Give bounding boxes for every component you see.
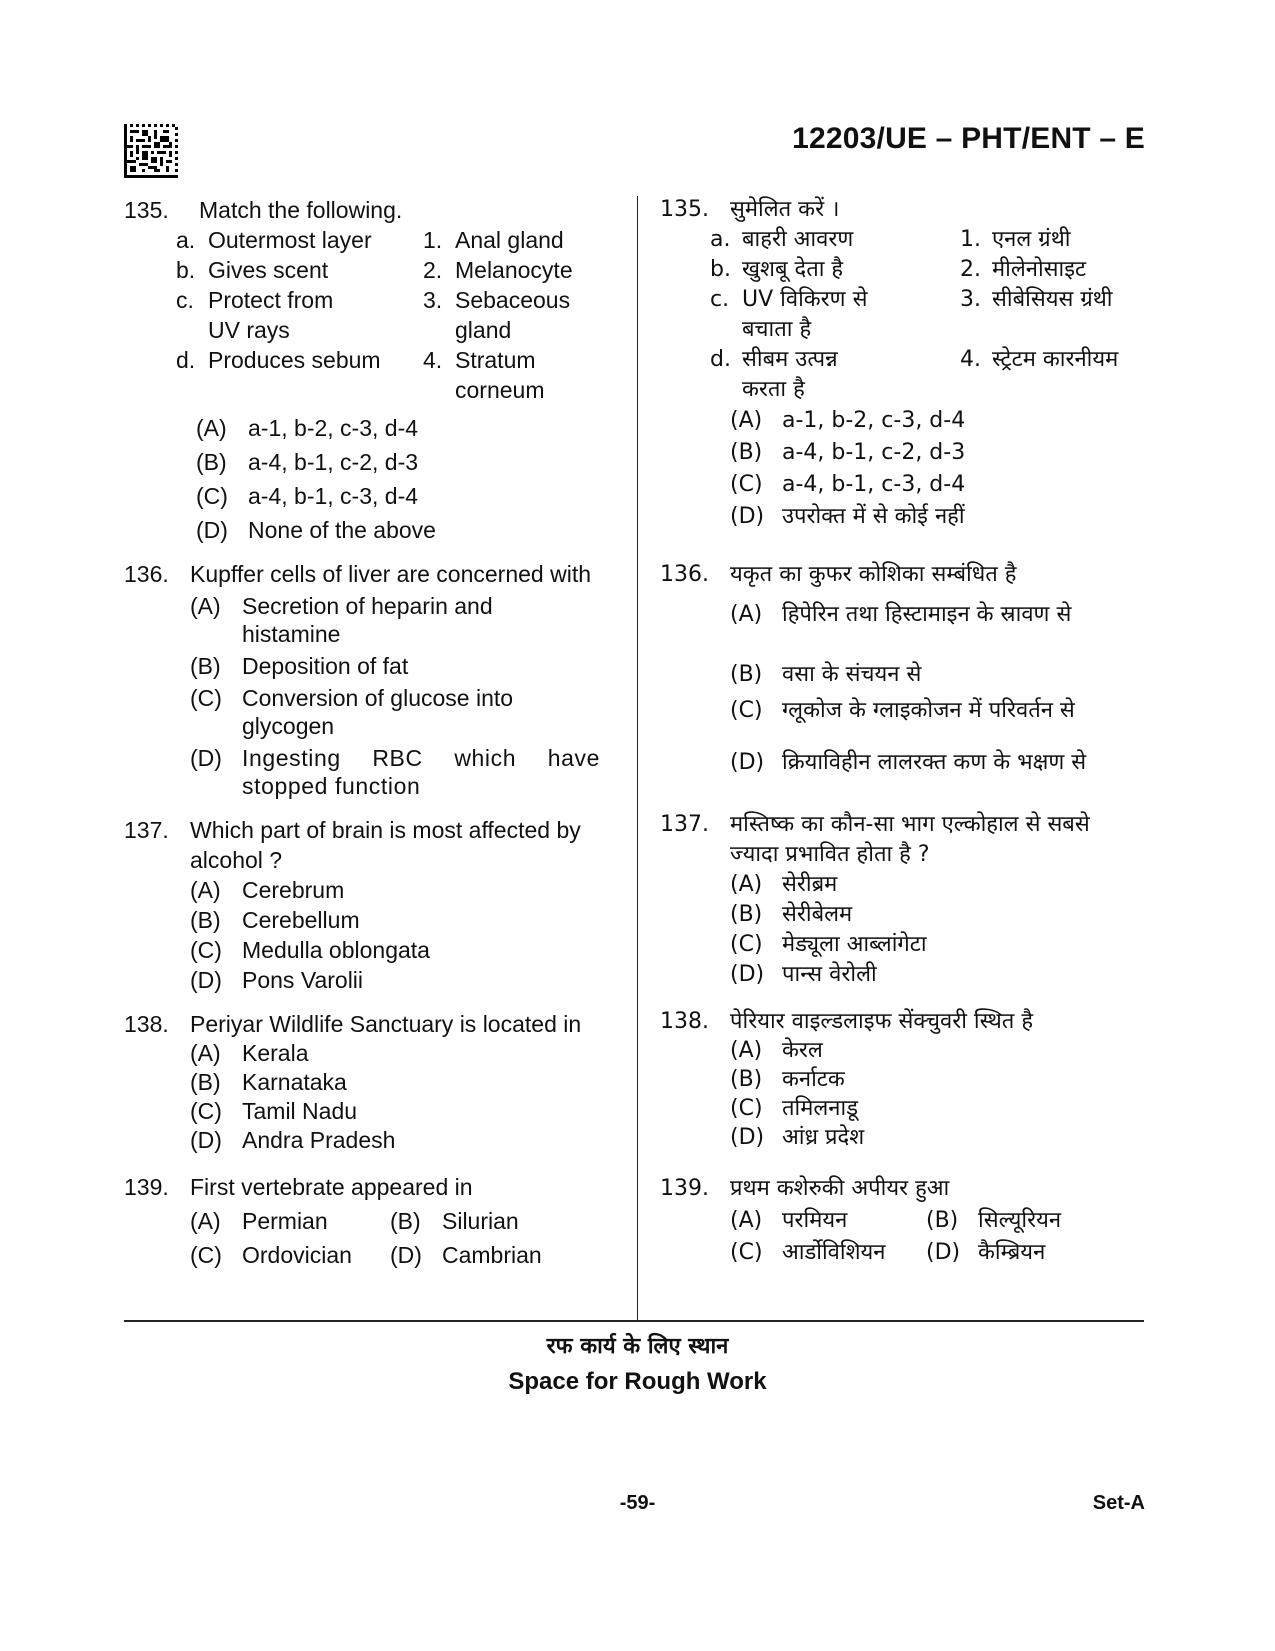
match-row: c. Protect from UV rays 3. Sebaceous gland <box>176 287 571 343</box>
option-b: (B) a-4, b-1, c-2, d-3 <box>730 440 966 465</box>
option-b: (B) सेरीबेलम <box>730 902 853 927</box>
question-135 <box>124 195 614 547</box>
question-136: 136. Kupffer cells of liver are concerned with (A) Secretion of heparin and histamine (B) Deposition of fat (C) Conversion of glucose into glycogen (D) Ingesting RBC which have stopped function <box>124 560 614 800</box>
question-137: 137. Which part of brain is most affected by alcohol ? (A) Cerebrum (B) Cerebellum (C) Medulla oblongata (D) Pons Varolii <box>124 815 614 995</box>
option-b: (B) सिल्यूरियन <box>926 1208 1062 1233</box>
option-c: (C) Tamil Nadu <box>190 1098 358 1124</box>
option-d: (D) पान्स वेरोली <box>730 962 877 987</box>
option-d: (D) Pons Varolii <box>190 967 364 993</box>
option-c: (C) Ordovician <box>190 1242 352 1268</box>
option-b: (B) कर्नाटक <box>730 1067 845 1092</box>
option-d: (D) None of the above <box>196 517 436 543</box>
set-label: Set-A <box>1092 1492 1145 1514</box>
option-c: (C) Conversion of glucose into glycogen <box>190 685 514 739</box>
option-a: (A) सेरीब्रम <box>730 872 838 897</box>
option-c: (C) a-4, b-1, c-3, d-4 <box>196 483 419 509</box>
match-table <box>176 225 614 405</box>
option-d: (D) कैम्ब्रियन <box>926 1240 1046 1265</box>
option-d: (D) क्रियाविहीन लालरक्त कण के भक्षण से <box>730 750 1087 775</box>
option-a: (A) a-1, b-2, c-3, d-4 <box>730 408 966 433</box>
option-a: (A) a-1, b-2, c-3, d-4 <box>196 415 419 441</box>
question-137: 137. मस्तिष्क का कौन-सा भाग एल्कोहाल से सबसे ज्यादा प्रभावित होता है ? (A) सेरीब्रम (B) सेरीबेलम (C) मेड्यूला आब्लांगेटा (D) पान्स वेरोली <box>660 810 1150 990</box>
option-b: (B) Cerebellum <box>190 907 360 933</box>
option-a: (A) Secretion of heparin and histamine <box>190 593 493 647</box>
question-138: 138. Periyar Wildlife Sanctuary is located in (A) Kerala (B) Karnataka (C) Tamil Nadu (D) Andra Pradesh <box>124 1010 614 1155</box>
page-number: -59- <box>619 1492 656 1514</box>
option-c: (C) तमिलनाडू <box>730 1096 858 1121</box>
option-a: (A) केरल <box>730 1038 823 1063</box>
match-row: b. Gives scent 2. Melanocyte <box>176 257 573 283</box>
rough-work-heading: Space for Rough Work <box>508 1368 767 1395</box>
question-number: 135. <box>124 197 169 223</box>
question-138: 138. पेरियार वाइल्डलाइफ सेंक्चुवरी स्थित है (A) केरल (B) कर्नाटक (C) तमिलनाडू (D) आंध्र प्रदेश <box>660 1007 1150 1152</box>
question-136: 136. यकृत का कुफर कोशिका सम्बंधित है (A) हिपेरिन तथा हिस्टामाइन के स्रावण से (B) वसा के संचयन से (C) ग्लूकोज के ग्लाइकोजन में परिवर्तन से (D) क्रियाविहीन लालरक्त कण के भक्षण से <box>660 560 1150 778</box>
option-c: (C) ग्लूकोज के ग्लाइकोजन में परिवर्तन से <box>730 698 1075 723</box>
question-139: 139. First vertebrate appeared in (A) Permian (B) Silurian (C) Ordovician (D) Cambrian <box>124 1170 614 1272</box>
option-b: (B) Silurian <box>390 1208 519 1234</box>
question-135: 135. सुमेलित करें । a. बाहरी आवरण 1. एनल ग्रंथी b. खुशबू देता है 2. मीलेनोसाइट c. UV विकिरण से बचाता है 3. सीबेसियस ग्रंथी d. सीबम उत्पन्न करता है 4. स्ट्रेटम कारनीयम (A) a-1, b-2, c-3, d-4 (B) a-4, b-1, c-2, d-3 (C) a-4, b-1, c-3, d-4 (D) उपरोक्त में से कोई नहीं <box>660 195 1150 533</box>
option-b: (B) Deposition of fat <box>190 653 409 679</box>
option-d: (D) Cambrian <box>390 1242 542 1268</box>
match-row: a. Outermost layer 1. Anal gland <box>176 227 564 253</box>
option-b: (B) वसा के संचयन से <box>730 662 922 687</box>
paper-code: 12203/UE – PHT/ENT – E <box>792 122 1145 155</box>
option-a: (A) Kerala <box>190 1040 309 1066</box>
question-139: 139. प्रथम कशेरुकी अपीयर हुआ (A) परमियन (B) सिल्यूरियन (C) आर्डोविशियन (D) कैम्ब्रियन <box>660 1173 1150 1269</box>
qr-code <box>124 124 178 178</box>
match-table: a. बाहरी आवरण 1. एनल ग्रंथी b. खुशबू देता है 2. मीलेनोसाइट c. UV विकिरण से बचाता है 3. सीबेसियस ग्रंथी d. सीबम उत्पन्न करता है 4. स्ट्रेटम कारनीयम <box>710 227 1119 402</box>
option-a: (A) Permian <box>190 1208 328 1234</box>
option-d: (D) Andra Pradesh <box>190 1127 396 1153</box>
match-row: d. Produces sebum 4. Stratum corneum <box>176 347 545 403</box>
option-d: (D) आंध्र प्रदेश <box>730 1125 865 1150</box>
option-b: (B) Karnataka <box>190 1069 347 1095</box>
option-a: (A) हिपेरिन तथा हिस्टामाइन के स्रावण से <box>730 602 1072 627</box>
question-text: Match the following. <box>199 197 403 223</box>
option-d: (D) Ingesting RBC which have stopped function <box>190 745 600 799</box>
option-c: (C) आर्डोविशियन <box>730 1240 886 1265</box>
section-divider <box>124 1320 1144 1322</box>
column-divider <box>637 196 638 1321</box>
option-d: (D) उपरोक्त में से कोई नहीं <box>730 504 965 529</box>
option-c: (C) a-4, b-1, c-3, d-4 <box>730 472 966 497</box>
option-c: (C) मेड्यूला आब्लांगेटा <box>730 932 927 957</box>
option-a: (A) परमियन <box>730 1208 848 1233</box>
rough-work-heading-hindi: रफ कार्य के लिए स्थान <box>546 1334 729 1359</box>
option-c: (C) Medulla oblongata <box>190 937 430 963</box>
option-a: (A) Cerebrum <box>190 877 345 903</box>
option-b: (B) a-4, b-1, c-2, d-3 <box>196 449 419 475</box>
